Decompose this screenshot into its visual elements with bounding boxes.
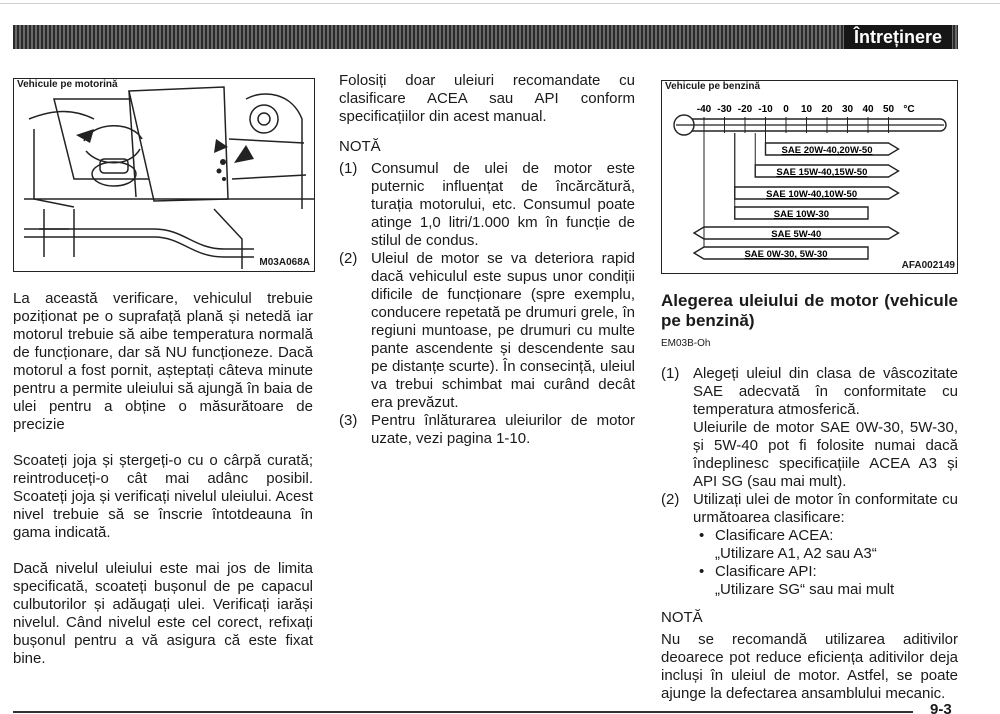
scale-label: 50 bbox=[882, 104, 895, 115]
page-number: 9-3 bbox=[930, 704, 952, 714]
item-text: Utilizați ulei de motor în conformitate cu următoarea clasificare: bbox=[693, 491, 958, 526]
grade-label: SAE 20W-40,20W-50 bbox=[781, 145, 873, 156]
scale-label: 10 bbox=[800, 104, 813, 115]
item-text-extra: Uleiurile de motor SAE 0W-30, 5W-30, și 5W-40 pot fi folosite numai dacă îndeplinesc specificațiile ACEA A3 și API SG (sau mai mult). bbox=[693, 419, 958, 490]
scale-label: 40 bbox=[862, 104, 874, 115]
scale-label: 20 bbox=[821, 104, 833, 115]
classification-title: Clasificare ACEA: bbox=[715, 527, 834, 544]
petrol-figure-code: AFA002149 bbox=[901, 260, 955, 271]
petrol-figure-label: Vehicule pe benzină bbox=[665, 81, 761, 92]
item-number: (2) bbox=[339, 250, 358, 267]
classification-list bbox=[693, 527, 958, 599]
instruction-item-2 bbox=[661, 491, 958, 599]
paragraph-dipstick: Scoateți joja și ștergeți-o cu o cârpă curată; reintroduceți-o cât mai adânc posibil. Scoateți joja și verificați nivelul uleiului. Acest nivel trebuie să se înscrie întotdeauna în gama indicată. bbox=[13, 452, 313, 541]
item-text: Uleiul de motor se va deteriora rapid dacă vehiculul este supus unor condiții dificile de funcționare (spre exemplu, conducere repetată pe drumuri grele, în regiuni muntoase, pe drumuri cu multe pante ascendente și descendente sau pe distanțe scurte). În consecință, uleiul va trebui schimbat mai curând decât era prevăzut. bbox=[371, 250, 635, 411]
viscosity-chart bbox=[662, 81, 957, 273]
paragraph-check-position: La această verificare, vehiculul trebuie poziționat pe o suprafață plană și netedă iar motorul trebuie să aibe temperatura normală de funcționare, dar să NU funcționeze. Dacă motorul a fost pornit, așteptați câteva minute pentru a permite uleiului să ajungă în baia de ulei pentru a obține o măsurătoare de precizie bbox=[13, 290, 313, 433]
bullet-icon: • bbox=[699, 563, 705, 580]
diesel-figure-label: Vehicule pe motorină bbox=[17, 79, 118, 90]
paragraph-add-oil: Dacă nivelul uleiului este mai jos de limita specificată, scoateți bușonul de pe capacul culbutorilor și adăugați ulei. Verificați iarăși nivelul. Când nivelul este cel corect, refixați bușonul pentru a vă asigura că este fixat bine. bbox=[13, 560, 313, 667]
grade-label: SAE 10W-30 bbox=[773, 209, 829, 220]
instruction-item-1 bbox=[661, 365, 958, 491]
classification-acea bbox=[693, 527, 958, 563]
column-3 bbox=[661, 291, 958, 703]
grade-label: SAE 10W-40,10W-50 bbox=[766, 189, 858, 200]
scale-label: -30 bbox=[717, 104, 732, 115]
item-number: (1) bbox=[339, 160, 358, 177]
grade-label: SAE 0W-30, 5W-30 bbox=[744, 249, 828, 260]
nota-item-3 bbox=[339, 412, 635, 448]
bottom-rule bbox=[13, 711, 913, 713]
scale-label: °C bbox=[903, 104, 915, 115]
column-2 bbox=[339, 72, 635, 448]
item-number: (1) bbox=[661, 365, 680, 382]
scale-label: 0 bbox=[783, 104, 789, 115]
scale-label: -10 bbox=[758, 104, 773, 115]
oil-viscosity-figure bbox=[661, 80, 958, 274]
nota-label: NOTĂ bbox=[339, 138, 381, 155]
classification-detail: „Utilizare SG“ sau mai mult bbox=[715, 581, 895, 598]
engine-illustration bbox=[14, 79, 314, 271]
classification-title: Clasificare API: bbox=[715, 563, 817, 580]
scale-label: -40 bbox=[696, 104, 712, 115]
section-title: Alegerea uleiului de motor (vehicule pe benzină) bbox=[661, 291, 958, 330]
grade-label: SAE 5W-40 bbox=[771, 229, 822, 240]
nota-text: Nu se recomandă utilizarea aditivilor deoarece pot reduce eficiența aditivilor deja incluși în uleiul de motor. Astfel, se poate ajunge la defectarea ansamblului mecanic. bbox=[661, 631, 958, 702]
nota-item-1 bbox=[339, 160, 635, 250]
nota-item-2 bbox=[339, 250, 635, 412]
item-number: (3) bbox=[339, 412, 358, 429]
classification-api bbox=[693, 563, 958, 599]
item-text: Alegeți uleiul din clasa de vâscozitate SAE adecvată în conformitate cu temperatura atmosferică. bbox=[693, 365, 958, 418]
chapter-title: Întreținere bbox=[844, 25, 952, 49]
top-rule bbox=[0, 3, 1000, 4]
diesel-engine-figure bbox=[13, 78, 315, 272]
scale-label: 30 bbox=[841, 104, 854, 115]
scale-label: -20 bbox=[737, 104, 753, 115]
intro-paragraph: Folosiți doar uleiuri recomandate cu clasificare ACEA sau API conform specificațiilor din acest manual. bbox=[339, 72, 635, 125]
chapter-header-bar bbox=[13, 25, 958, 49]
bullet-icon: • bbox=[699, 527, 705, 544]
column-1 bbox=[13, 290, 313, 668]
section-code: EM03B-Oh bbox=[661, 338, 711, 349]
classification-detail: „Utilizare A1, A2 sau A3“ bbox=[715, 545, 877, 562]
item-text: Consumul de ulei de motor este puternic influențat de încărcătură, turația motorului, etc. Consumul poate atinge 1,0 litri/1.000 km în funcție de stilul de condus. bbox=[371, 160, 635, 249]
grade-label: SAE 15W-40,15W-50 bbox=[776, 167, 868, 178]
diesel-figure-code: M03A068A bbox=[259, 257, 310, 268]
instruction-list bbox=[661, 365, 958, 599]
item-text: Pentru înlăturarea uleiurilor de motor uzate, vezi pagina 1-10. bbox=[371, 412, 635, 447]
item-number: (2) bbox=[661, 491, 680, 508]
nota-label: NOTĂ bbox=[661, 609, 703, 626]
nota-list bbox=[339, 160, 635, 448]
